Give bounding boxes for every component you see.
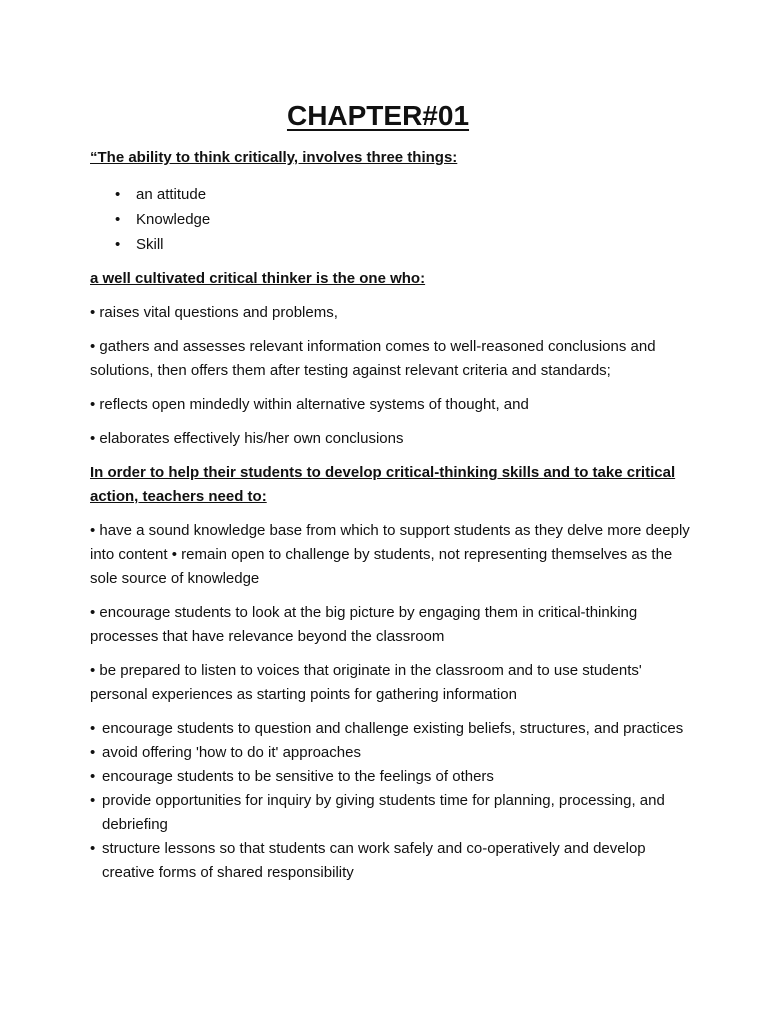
bullet-icon: • (90, 792, 96, 809)
section3-heading: In order to help their students to develop critical-thinking skills and to take critical action, teachers need to: (90, 464, 676, 505)
paragraph: • gathers and assesses relevant information comes to well-reasoned conclusions and solutions, then offers them after testing against relevant criteria and standards; (90, 338, 656, 379)
paragraph: • be prepared to listen to voices that originate in the classroom and to use students' personal experiences as starting points for gathering information (90, 662, 642, 703)
list-item: • encourage students to be sensitive to the feelings of others (90, 765, 690, 789)
section1-list (90, 182, 690, 257)
list-item: • an attitude (90, 182, 690, 207)
bullet-icon: • (90, 720, 96, 737)
bullet-icon: • (90, 744, 96, 761)
paragraph: • encourage students to look at the big picture by engaging them in critical-thinking processes that have relevance beyond the classroom (90, 604, 638, 645)
chapter-title: CHAPTER#01 (286, 100, 470, 131)
list-item: • Skill (90, 232, 690, 257)
list-item: • encourage students to question and challenge existing beliefs, structures, and practices (90, 717, 690, 741)
paragraph: • elaborates effectively his/her own conclusions (90, 430, 404, 447)
section3-list (90, 717, 690, 885)
list-item: • structure lessons so that students can work safely and co-operatively and develop creative forms of shared responsibility (90, 837, 690, 885)
paragraph: • reflects open mindedly within alternative systems of thought, and (90, 396, 529, 413)
list-item: • Knowledge (90, 207, 690, 232)
paragraph: • have a sound knowledge base from which to support students as they delve more deeply into content • remain open to challenge by students, not representing themselves as the sole source of knowledge (90, 522, 690, 587)
bullet-icon: • (90, 768, 96, 785)
bullet-icon: • (90, 840, 96, 857)
paragraph: • raises vital questions and problems, (90, 304, 338, 321)
list-item: • provide opportunities for inquiry by giving students time for planning, processing, and debriefing (90, 789, 690, 837)
section1-heading: “The ability to think critically, involves three things: (90, 149, 458, 166)
list-item: • avoid offering 'how to do it' approaches (90, 741, 690, 765)
section2-heading: a well cultivated critical thinker is the one who: (90, 270, 426, 287)
bullet-icon: • (115, 211, 121, 228)
document-page (90, 0, 690, 885)
bullet-icon: • (115, 236, 121, 253)
bullet-icon: • (115, 186, 121, 203)
